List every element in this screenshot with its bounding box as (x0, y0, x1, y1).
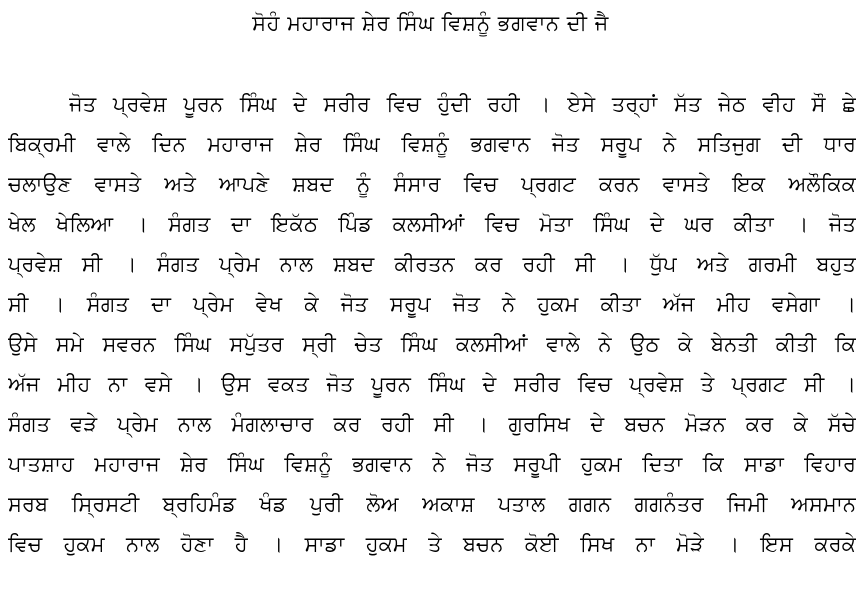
text-line-8: ਅੱਜ ਮੀਹ ਨਾ ਵਸੇ । ਉਸ ਵਕਤ ਜੋਤ ਪੂਰਨ ਸਿੰਘ ਦੇ ਸਰੀਰ ਵਿਚ ਪ੍ਰਵੇਸ਼ ਤੇ ਪ੍ਰਗਟ ਸੀ । (8, 372, 856, 396)
text-line-12: ਵਿਚ ਹੁਕਮ ਨਾਲ ਹੋਣਾ ਹੈ । ਸਾਡਾ ਹੁਕਮ ਤੇ ਬਚਨ ਕੋਈ ਸਿਖ ਨਾ ਮੋੜੇ । ਇਸ ਕਰਕੇ (8, 532, 856, 556)
text-line-10: ਪਾਤਸ਼ਾਹ ਮਹਾਰਾਜ ਸ਼ੇਰ ਸਿੰਘ ਵਿਸ਼ਨੂੰ ਭਗਵਾਨ ਨੇ ਜੋਤ ਸਰੂਪੀ ਹੁਕਮ ਦਿਤਾ ਕਿ ਸਾਡਾ ਵਿਹਾਰ (8, 452, 856, 476)
document-title: ਸੋਹੰ ਮਹਾਰਾਜ ਸ਼ੇਰ ਸਿੰਘ ਵਿਸ਼ਨੂੰ ਭਗਵਾਨ ਦੀ ਜੈ (252, 11, 609, 35)
text-line-2: ਬਿਕ੍ਰਮੀ ਵਾਲੇ ਦਿਨ ਮਹਾਰਾਜ ਸ਼ੇਰ ਸਿੰਘ ਵਿਸ਼ਨੂੰ ਭਗਵਾਨ ਜੋਤ ਸਰੂਪ ਨੇ ਸਤਿਜੁਗ ਦੀ ਧਾਰ (8, 132, 856, 156)
text-line-11: ਸਰਬ ਸ੍ਰਿਸਟੀ ਬ੍ਰਹਿਮੰਡ ਖੰਡ ਪੁਰੀ ਲੋਅ ਅਕਾਸ਼ ਪਤਾਲ ਗਗਨ ਗਗਨੰਤਰ ਜਿਮੀ ਅਸਮਾਨ (8, 492, 856, 516)
text-line-5: ਪ੍ਰਵੇਸ਼ ਸੀ । ਸੰਗਤ ਪ੍ਰੇਮ ਨਾਲ ਸ਼ਬਦ ਕੀਰਤਨ ਕਰ ਰਹੀ ਸੀ । ਧੁੱਪ ਅਤੇ ਗਰਮੀ ਬਹੁਤ (8, 252, 856, 276)
text-line-4: ਖੇਲ ਖੇਲਿਆ । ਸੰਗਤ ਦਾ ਇਕੱਠ ਪਿੰਡ ਕਲਸੀਆਂ ਵਿਚ ਮੋਤਾ ਸਿੰਘ ਦੇ ਘਰ ਕੀਤਾ । ਜੋਤ (8, 212, 856, 236)
text-line-1: ਜੋਤ ਪ੍ਰਵੇਸ਼ ਪੂਰਨ ਸਿੰਘ ਦੇ ਸਰੀਰ ਵਿਚ ਹੁੰਦੀ ਰਹੀ । ਏਸੇ ਤਰ੍ਹਾਂ ਸੱਤ ਜੇਠ ਵੀਹ ਸੌ ਛੇ (69, 92, 856, 116)
text-line-7: ਉਸੇ ਸਮੇ ਸਵਰਨ ਸਿੰਘ ਸਪੁੱਤਰ ਸ੍ਰੀ ਚੇਤ ਸਿੰਘ ਕਲਸੀਆਂ ਵਾਲੇ ਨੇ ਉਠ ਕੇ ਬੇਨਤੀ ਕੀਤੀ ਕਿ (8, 332, 856, 356)
text-line-3: ਚਲਾਉਣ ਵਾਸਤੇ ਅਤੇ ਆਪਣੇ ਸ਼ਬਦ ਨੂੰ ਸੰਸਾਰ ਵਿਚ ਪ੍ਰਗਟ ਕਰਨ ਵਾਸਤੇ ਇਕ ਅਲੌਕਿਕ (8, 172, 856, 196)
text-line-9: ਸੰਗਤ ਵੜੇ ਪ੍ਰੇਮ ਨਾਲ ਮੰਗਲਾਚਾਰ ਕਰ ਰਹੀ ਸੀ । ਗੁਰਸਿਖ ਦੇ ਬਚਨ ਮੋੜਨ ਕਰ ਕੇ ਸੱਚੇ (8, 412, 856, 436)
text-line-6: ਸੀ । ਸੰਗਤ ਦਾ ਪ੍ਰੇਮ ਵੇਖ ਕੇ ਜੋਤ ਸਰੂਪ ਜੋਤ ਨੇ ਹੁਕਮ ਕੀਤਾ ਅੱਜ ਮੀਹ ਵਸੇਗਾ । (8, 292, 856, 316)
